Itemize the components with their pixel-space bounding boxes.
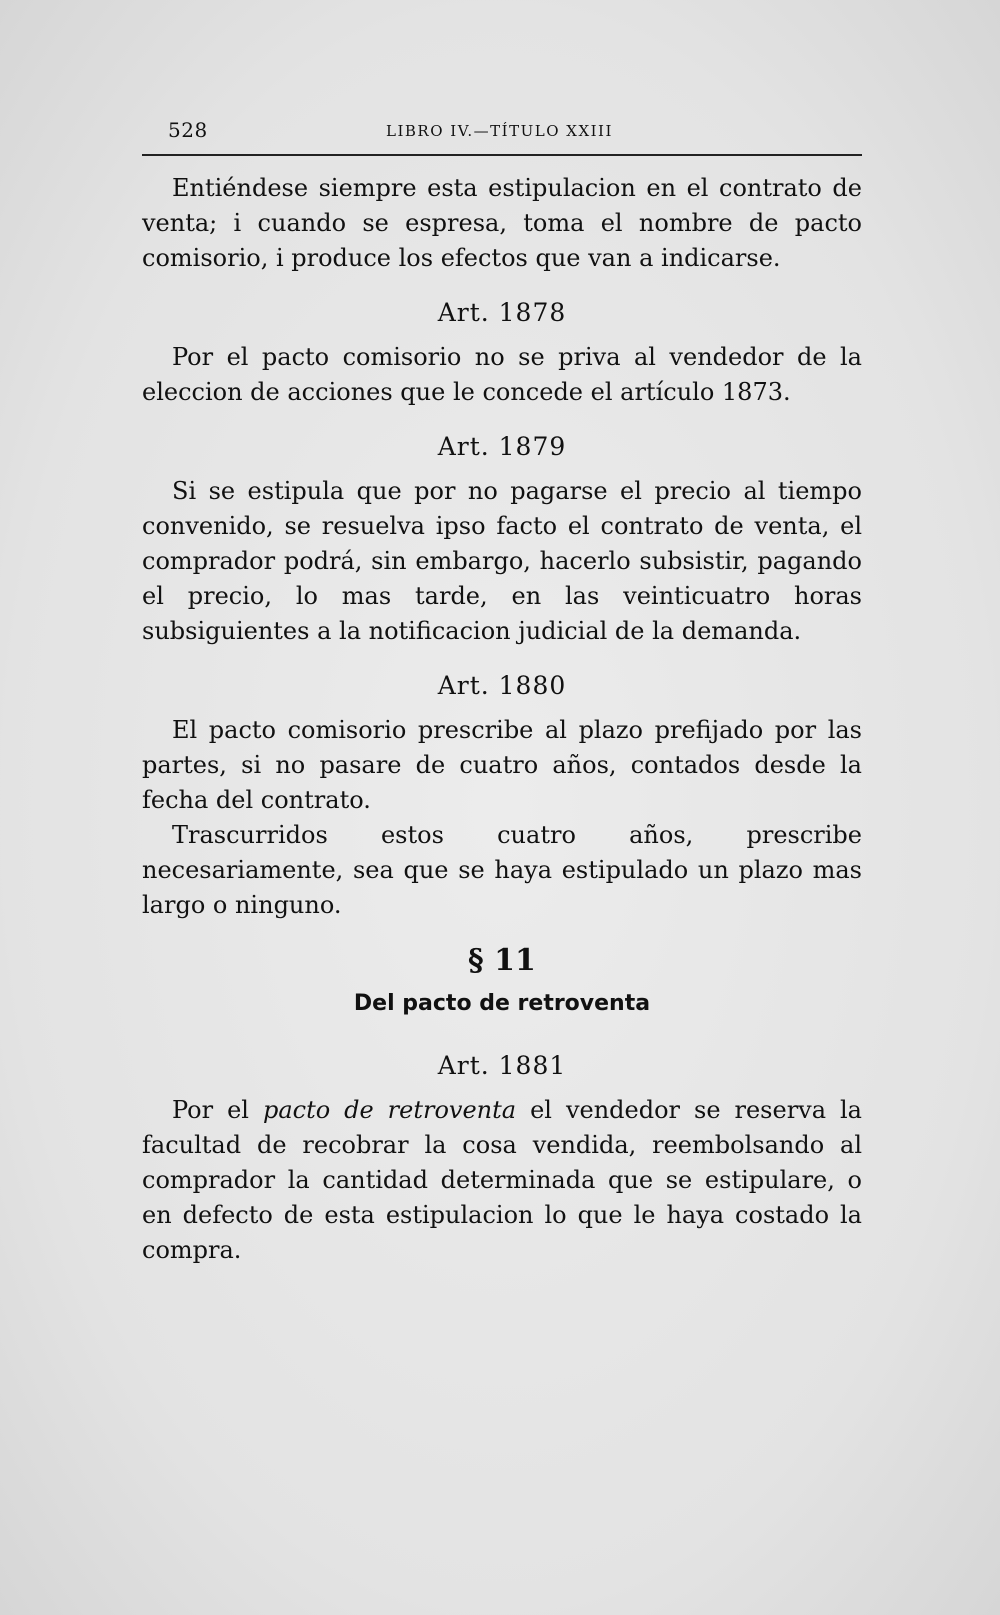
article-text-1880-b: Trascurridos estos cuatro años, prescribe necesariamente, sea que se haya estipulado un plazo mas largo o ninguno. bbox=[142, 821, 862, 919]
body-text bbox=[142, 171, 862, 1268]
article-text-1879: Si se estipula que por no pagarse el precio al tiempo convenido, se resuelva ipso facto el contrato de venta, el comprador podrá, sin embargo, hacerlo subsistir, pagando el precio, lo mas tarde, en las veinticuatro horas subsiguientes a la notificacion judicial de la demanda. bbox=[142, 477, 862, 645]
running-head: LIBRO IV.—TÍTULO XXIII bbox=[386, 122, 613, 140]
article-heading-1879: Art. 1879 bbox=[437, 432, 567, 461]
article-text-1881-post: el vendedor se reserva la facultad de recobrar la cosa vendida, reembolsando al comprador la cantidad determinada que se estipulare, o en defecto de esta estipulacion lo que le haya costado la compra. bbox=[142, 1096, 862, 1264]
section-title: Del pacto de retroventa bbox=[353, 991, 651, 1016]
page-header bbox=[168, 118, 858, 152]
header-rule bbox=[142, 154, 862, 156]
page-number: 528 bbox=[168, 118, 208, 142]
article-heading-1878: Art. 1878 bbox=[437, 298, 567, 327]
article-text-1881-italic: pacto de retroventa bbox=[262, 1096, 517, 1124]
section-number: § 11 bbox=[468, 943, 536, 978]
article-text-1880-a: El pacto comisorio prescribe al plazo prefijado por las partes, si no pasare de cuatro años, contados desde la fecha del contrato. bbox=[142, 716, 862, 814]
article-text-1878: Por el pacto comisorio no se priva al vendedor de la eleccion de acciones que le concede el artículo 1873. bbox=[142, 343, 862, 406]
article-heading-1881: Art. 1881 bbox=[437, 1051, 567, 1080]
article-text-1881-pre: Por el bbox=[172, 1096, 249, 1124]
intro-paragraph: Entiéndese siempre esta estipulacion en el contrato de venta; i cuando se espresa, toma el nombre de pacto comisorio, i produce los efectos que van a indicarse. bbox=[142, 174, 862, 272]
article-heading-1880: Art. 1880 bbox=[437, 671, 567, 700]
article-text-1881 bbox=[142, 1093, 862, 1268]
